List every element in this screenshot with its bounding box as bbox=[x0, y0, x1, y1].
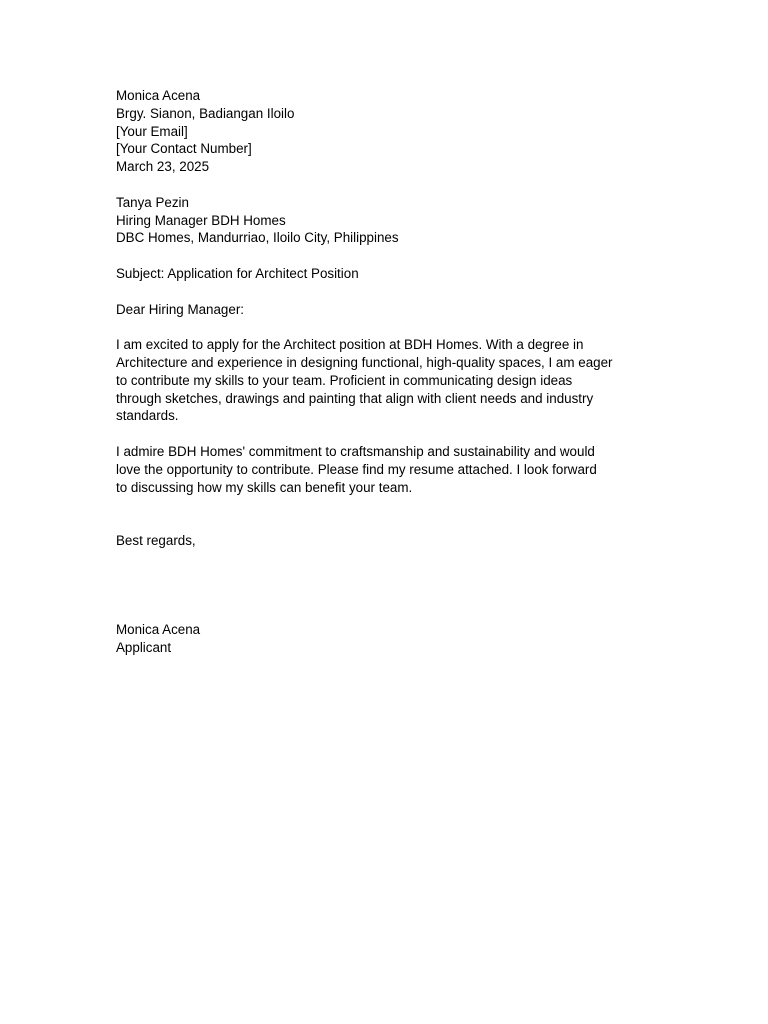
subject-line: Subject: Application for Architect Position bbox=[116, 265, 359, 281]
paragraph-line: standards. bbox=[116, 408, 179, 424]
recipient-block bbox=[116, 194, 656, 247]
paragraph-line: to discussing how my skills can benefit your team. bbox=[116, 479, 413, 495]
letter-document bbox=[116, 87, 656, 657]
sender-email: [Your Email] bbox=[116, 123, 188, 139]
paragraph-line: to contribute my skills to your team. Proficient in communicating design ideas bbox=[116, 372, 573, 388]
paragraph-line: I admire BDH Homes' commitment to craftsmanship and sustainability and would bbox=[116, 443, 595, 459]
salutation: Dear Hiring Manager: bbox=[116, 301, 245, 317]
signature-name: Monica Acena bbox=[116, 621, 201, 637]
body-paragraph-1 bbox=[116, 336, 656, 425]
recipient-name: Tanya Pezin bbox=[116, 194, 189, 210]
letter-date: March 23, 2025 bbox=[116, 159, 210, 175]
paragraph-line: through sketches, drawings and painting that align with client needs and industry bbox=[116, 390, 594, 406]
signature-role: Applicant bbox=[116, 639, 172, 655]
sender-block bbox=[116, 87, 656, 176]
closing: Best regards, bbox=[116, 532, 196, 548]
sender-address: Brgy. Sianon, Badiangan Iloilo bbox=[116, 105, 295, 121]
sender-contact: [Your Contact Number] bbox=[116, 141, 252, 157]
paragraph-line: Architecture and experience in designing functional, high-quality spaces, I am eager bbox=[116, 354, 613, 370]
body-paragraph-2 bbox=[116, 443, 656, 496]
paragraph-line: love the opportunity to contribute. Please find my resume attached. I look forward bbox=[116, 461, 597, 477]
recipient-address: DBC Homes, Mandurriao, Iloilo City, Philippines bbox=[116, 230, 399, 246]
paragraph-line: I am excited to apply for the Architect position at BDH Homes. With a degree in bbox=[116, 337, 584, 353]
signature-block bbox=[116, 621, 656, 657]
recipient-title: Hiring Manager BDH Homes bbox=[116, 212, 286, 228]
sender-name: Monica Acena bbox=[116, 88, 201, 103]
